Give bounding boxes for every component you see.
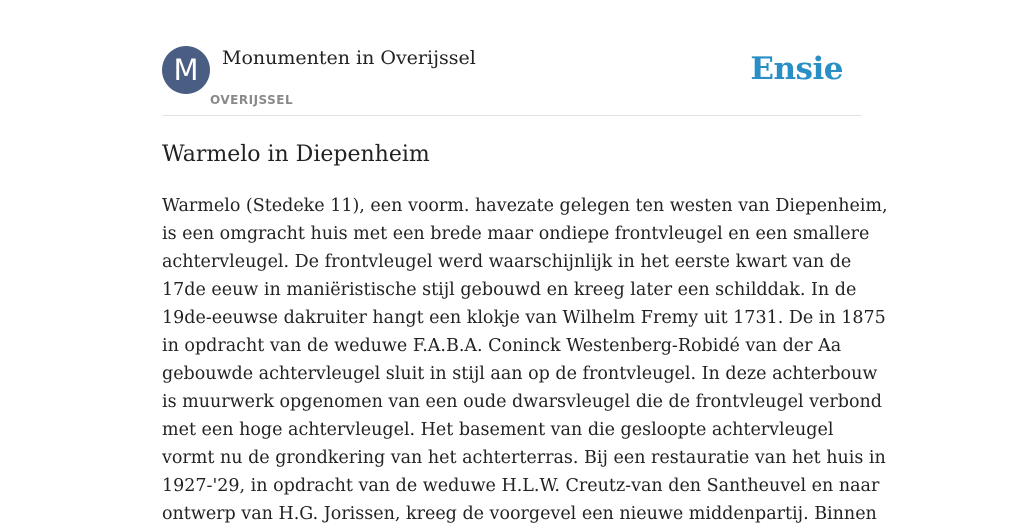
article-title: Warmelo in Diepenheim xyxy=(162,142,430,167)
source-header xyxy=(162,46,862,116)
body-line: in opdracht van de weduwe F.A.B.A. Coninck Westenberg-Robidé van der Aa xyxy=(162,336,842,356)
body-line: vormt nu de grondkering van het achterterras. Bij een restauratie van het huis in xyxy=(162,448,886,468)
body-line: 1927-'29, in opdracht van de weduwe H.L.W. Creutz-van den Santheuvel en naar xyxy=(162,476,880,496)
body-line: is muurwerk opgenomen van een oude dwarsvleugel die de frontvleugel verbond xyxy=(162,392,882,412)
brand-logo[interactable]: Ensie xyxy=(750,51,843,87)
body-line: 17de eeuw in maniëristische stijl gebouwd en kreeg later een schilddak. In de xyxy=(162,280,857,300)
body-line: ontwerp van H.G. Jorissen, kreeg de voorgevel een nieuwe middenpartij. Binnen xyxy=(162,504,877,524)
body-line: is een omgracht huis met een brede maar ondiepe frontvleugel en een smallere xyxy=(162,224,870,244)
avatar[interactable]: M xyxy=(162,46,210,94)
body-line: met een hoge achtervleugel. Het basement van die gesloopte achtervleugel xyxy=(162,420,834,440)
body-line: Warmelo (Stedeke 11), een voorm. havezate gelegen ten westen van Diepenheim, xyxy=(162,196,888,216)
category-label[interactable]: OVERIJSSEL xyxy=(210,93,294,107)
body-line: achtervleugel. De frontvleugel werd waarschijnlijk in het eerste kwart van de xyxy=(162,252,852,272)
article-body xyxy=(162,192,888,528)
source-title[interactable]: Monumenten in Overijssel xyxy=(222,47,476,69)
body-line: gebouwde achtervleugel sluit in stijl aan op de frontvleugel. In deze achterbouw xyxy=(162,364,878,384)
body-line: 19de-eeuwse dakruiter hangt een klokje van Wilhelm Fremy uit 1731. De in 1875 xyxy=(162,308,886,328)
